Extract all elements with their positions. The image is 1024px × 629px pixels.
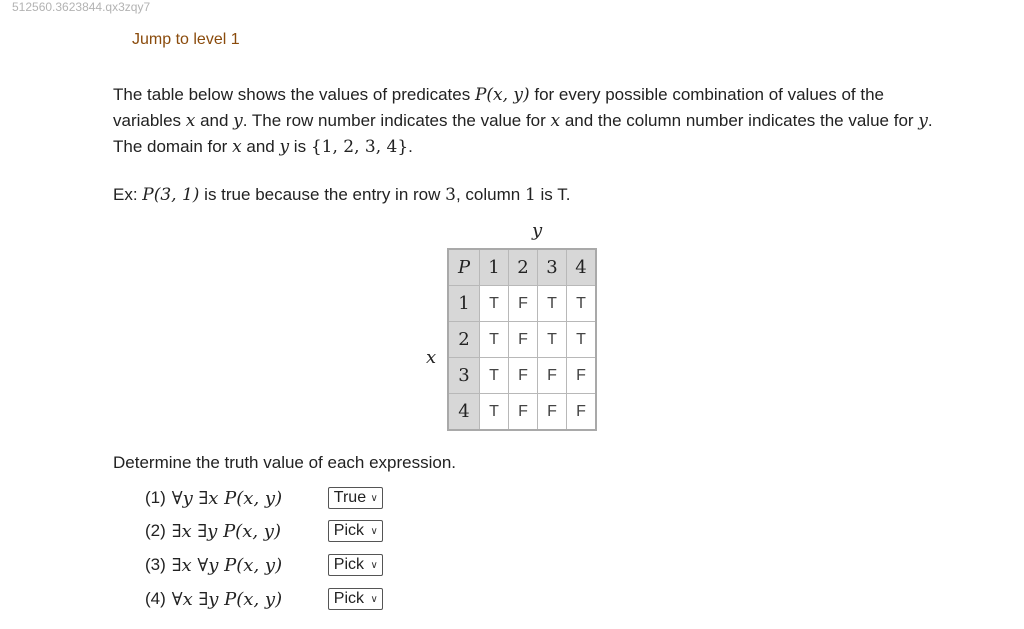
table-cell: T bbox=[538, 286, 567, 322]
domain-set: {1, 2, 3, 4} bbox=[310, 137, 409, 157]
chevron-down-icon: ∨ bbox=[370, 559, 378, 571]
question-3: (3) ∃x ∀y P(x, y) Pick ∨ bbox=[145, 552, 383, 578]
table-corner: P bbox=[448, 249, 480, 286]
table-cell: T bbox=[480, 286, 509, 322]
answer-dropdown-3[interactable]: Pick ∨ bbox=[328, 554, 383, 576]
table-cell: F bbox=[509, 358, 538, 394]
table-row bbox=[448, 358, 596, 394]
table-cell: F bbox=[567, 358, 597, 394]
intro-paragraph: The table below shows the values of predicates P(x, y) for every possible combination of values of the variables x and y. The row number indicates the value for x and the column number indicates the value for y. The domain for x and y is {1, 2, 3, 4}. bbox=[113, 85, 933, 157]
table-cell: T bbox=[480, 322, 509, 358]
chevron-down-icon: ∨ bbox=[370, 492, 378, 504]
answer-dropdown-1[interactable]: True ∨ bbox=[328, 487, 383, 509]
table-cell: F bbox=[538, 358, 567, 394]
table-cell: F bbox=[509, 286, 538, 322]
truth-table bbox=[447, 248, 597, 431]
row-header: 1 bbox=[448, 286, 480, 322]
table-row bbox=[448, 322, 596, 358]
predicate-expr: P(x, y) bbox=[474, 85, 530, 105]
example-sentence: Ex: P(3, 1) is true because the entry in row 3, column 1 is T. bbox=[113, 185, 571, 205]
table-cell: F bbox=[538, 394, 567, 431]
table-cell: T bbox=[480, 394, 509, 431]
table-cell: T bbox=[538, 322, 567, 358]
table-cell: F bbox=[567, 394, 597, 431]
answer-dropdown-4[interactable]: Pick ∨ bbox=[328, 588, 383, 610]
table-cell: T bbox=[567, 286, 597, 322]
chevron-down-icon: ∨ bbox=[370, 525, 378, 537]
instructions: Determine the truth value of each expression. bbox=[113, 453, 457, 472]
table-cell: T bbox=[567, 322, 597, 358]
table-cell: T bbox=[480, 358, 509, 394]
y-axis-label: y bbox=[532, 220, 543, 241]
question-1: (1) ∀y ∃x P(x, y) True ∨ bbox=[145, 485, 383, 511]
row-header: 2 bbox=[448, 322, 480, 358]
col-header: 4 bbox=[567, 249, 597, 286]
row-header: 4 bbox=[448, 394, 480, 431]
row-header: 3 bbox=[448, 358, 480, 394]
answer-dropdown-2[interactable]: Pick ∨ bbox=[328, 520, 383, 542]
x-axis-label: x bbox=[426, 347, 437, 368]
question-4: (4) ∀x ∃y P(x, y) Pick ∨ bbox=[145, 586, 383, 612]
question-expression: ∃x ∃y P(x, y) bbox=[171, 520, 281, 542]
jump-to-level-link[interactable]: Jump to level 1 bbox=[132, 31, 240, 48]
question-expression: ∀y ∃x P(x, y) bbox=[171, 487, 283, 509]
table-row bbox=[448, 286, 596, 322]
col-header: 3 bbox=[538, 249, 567, 286]
table-cell: F bbox=[509, 322, 538, 358]
question-expression: ∀x ∃y P(x, y) bbox=[171, 588, 283, 610]
chevron-down-icon: ∨ bbox=[370, 593, 378, 605]
table-row bbox=[448, 394, 596, 431]
col-header: 2 bbox=[509, 249, 538, 286]
question-expression: ∃x ∀y P(x, y) bbox=[171, 554, 283, 576]
table-header-row bbox=[448, 249, 596, 286]
question-2: (2) ∃x ∃y P(x, y) Pick ∨ bbox=[145, 518, 383, 544]
watermark: 512560.3623844.qx3zqy7 bbox=[12, 0, 151, 14]
col-header: 1 bbox=[480, 249, 509, 286]
table-cell: F bbox=[509, 394, 538, 431]
